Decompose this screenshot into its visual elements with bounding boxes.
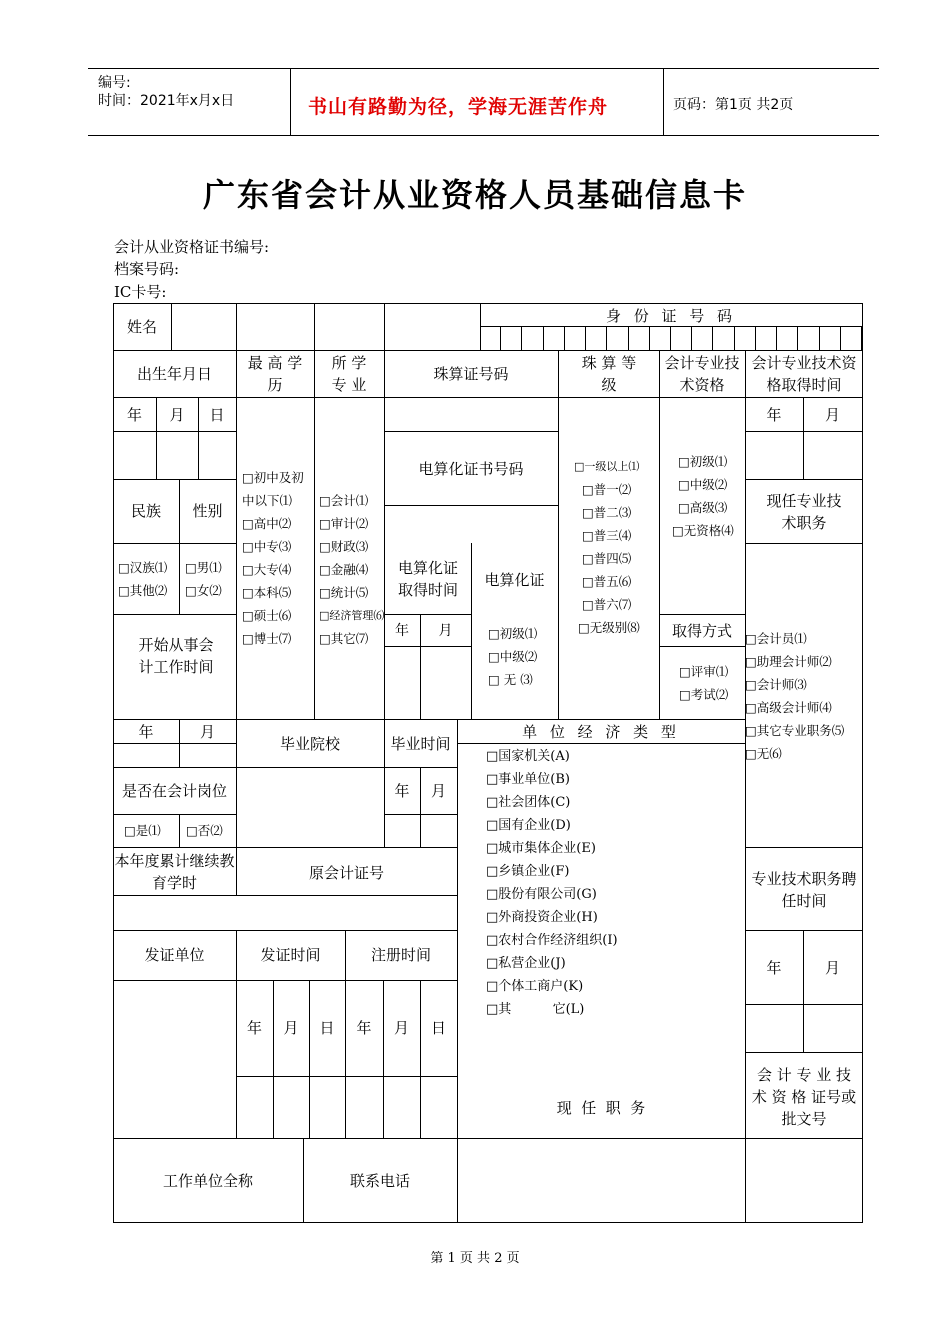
hire-year-unit: 年 [766,959,782,977]
title-option-none[interactable]: □无⑹ [745,746,782,761]
id-digit-box[interactable] [522,326,543,350]
file-number-label: 档案号码: [114,260,180,278]
major-option-audit[interactable]: □审计⑵ [319,516,369,531]
id-digit-box[interactable] [565,326,586,350]
birth-month-unit: 月 [169,406,185,424]
ethnic-option-other[interactable]: □其他⑵ [118,583,168,598]
ecomp-month-unit: 月 [438,623,453,639]
title-option-cpa[interactable]: □会计师⑶ [745,677,807,692]
qual-month-unit: 月 [824,406,840,424]
unit-option-h[interactable]: □外商投资企业(H) [486,910,598,925]
abacus-option-above-1[interactable]: □一级以上⑴ [574,460,640,473]
tech-qual-date-label: 会计专业技术资格取得时间 [751,354,857,394]
abacus-option-pu2[interactable]: □普二⑶ [582,505,632,520]
orig-cert-label: 原会计证号 [308,864,384,882]
id-digit-box[interactable] [820,326,841,350]
id-digit-box[interactable] [629,326,650,350]
ecomp-date-label: 电算化证取得时间 [397,559,458,599]
id-digit-box[interactable] [480,326,501,350]
major-option-banking[interactable]: □金融⑷ [319,562,369,577]
reg-day-unit: 日 [430,1019,446,1037]
issue-month-unit: 月 [283,1019,299,1037]
ethnic-option-han[interactable]: □汉族⑴ [118,560,168,575]
unit-option-l[interactable]: □其 它(L) [486,1002,585,1017]
edu-option-master[interactable]: □硕士⑹ [242,608,292,623]
title-hire-time-label: 专业技术职务聘任时间 [751,870,857,910]
abacus-option-pu3[interactable]: □普三⑷ [582,528,632,543]
id-digit-box[interactable] [798,326,819,350]
id-number-label: 身 份 证 号 码 [605,307,737,325]
edu-option-bachelor[interactable]: □本科⑸ [242,585,292,600]
current-post-label: 现 任 职 务 [556,1099,646,1117]
page-label: 页码：第1页 共2页 [673,97,794,113]
current-title-label: 现任专业技术职务 [766,492,842,532]
edu-option-junior[interactable]: □初中及初中以下⑴ [242,470,304,508]
ecomp-option-middle[interactable]: □中级⑵ [488,649,538,664]
hire-month-unit: 月 [824,959,840,977]
issue-year-unit: 年 [246,1019,262,1037]
in-post-label: 是否在会计岗位 [121,782,227,800]
id-digit-box[interactable] [713,326,734,350]
ecomp-year-unit: 年 [395,623,409,639]
obtain-method-label: 取得方式 [671,622,732,640]
birth-day-unit: 日 [209,406,225,424]
grad-year-unit: 年 [138,723,154,741]
education-options [242,466,314,650]
major-option-finance[interactable]: □财政⑶ [319,539,369,554]
serial-label: 编号: [98,75,131,91]
phone-label: 联系电话 [349,1172,410,1190]
gender-option-female[interactable]: □女⑵ [185,583,222,598]
start-work-label: 开始从事会计工作时间 [138,636,214,676]
obtain-option-review[interactable]: □评审⑴ [679,664,729,679]
unit-option-f[interactable]: □乡镇企业(F) [486,864,570,879]
grad-time-year-unit: 年 [394,782,410,800]
name-label: 姓名 [126,318,157,336]
cert-number-label: 会计从业资格证书编号: [114,238,270,256]
in-post-yes[interactable]: □是⑴ [124,823,161,838]
page-footer: 第 1 页 共 2 页 [430,1251,520,1266]
ecomp-number-label: 电算化证书号码 [418,460,524,478]
id-digit-box[interactable] [544,326,565,350]
ecomp-option-junior[interactable]: □初级⑴ [488,626,538,641]
motto: 书山有路勤为径，学海无涯苦作舟 [308,96,609,118]
title-option-assistant[interactable]: □助理会计师⑵ [745,654,832,669]
qual-year-unit: 年 [766,406,782,424]
unit-type-label: 单 位 经 济 类 型 [522,723,680,741]
id-digit-box[interactable] [756,326,777,350]
reg-time-label: 注册时间 [370,946,431,964]
edu-option-senior[interactable]: □高中⑵ [242,516,292,531]
abacus-option-pu6[interactable]: □普六⑺ [582,597,632,612]
gender-label: 性别 [192,502,223,520]
grad-time-month-unit: 月 [430,782,446,800]
unit-option-k[interactable]: □个体工商户(K) [486,979,584,994]
ethnic-label: 民族 [130,502,161,520]
id-digit-box[interactable] [777,326,798,350]
id-digit-box[interactable] [692,326,713,350]
page-title: 广东省会计从业资格人员基础信息卡 [202,176,747,214]
grad-month-unit: 月 [199,723,215,741]
grad-time-label: 毕业时间 [390,735,451,753]
unit-option-d[interactable]: □国有企业(D) [486,818,571,833]
id-digit-box[interactable] [650,326,671,350]
id-digit-box[interactable] [671,326,692,350]
ethnic-options [118,556,167,602]
title-option-other[interactable]: □其它专业职务⑸ [745,723,845,738]
unit-option-e[interactable]: □城市集体企业(E) [486,841,596,856]
qual-option-junior[interactable]: □初级⑴ [678,454,728,469]
abacus-number-label: 珠算证号码 [433,365,509,383]
time-label: 时间：2021年x月x日 [98,93,235,109]
issuer-label: 发证单位 [144,946,205,964]
edu-option-doctor[interactable]: □博士⑺ [242,631,292,646]
abacus-option-none[interactable]: □无级别⑻ [578,620,640,635]
id-digit-box[interactable] [607,326,628,350]
tech-qual-label: 会计专业技术资格 [664,354,740,394]
obtain-options [679,660,728,706]
cont-edu-label: 本年度累计继续教育学时 [114,852,235,892]
abacus-options [574,455,640,639]
abacus-option-pu5[interactable]: □普五⑹ [582,574,632,589]
ic-card-label: IC卡号: [114,283,167,301]
major-option-statistics[interactable]: □统计⑸ [319,585,369,600]
unit-type-options [486,745,618,1021]
edu-option-college[interactable]: □大专⑷ [242,562,292,577]
unit-option-a[interactable]: □国家机关(A) [486,749,570,764]
id-digit-box[interactable] [841,326,862,350]
birth-year-unit: 年 [126,406,142,424]
edu-option-vocational[interactable]: □中专⑶ [242,539,292,554]
id-digit-box[interactable] [735,326,756,350]
major-option-other[interactable]: □其它⑺ [319,631,369,646]
qual-option-middle[interactable]: □中级⑵ [678,477,728,492]
qual-option-none[interactable]: □无资格⑷ [672,523,734,538]
unit-option-g[interactable]: □股份有限公司(G) [486,887,597,902]
unit-option-j[interactable]: □私营企业(J) [486,956,566,971]
reg-month-unit: 月 [393,1019,409,1037]
major-option-econ-mgmt[interactable]: □经济管理⑹ [319,609,385,622]
ecomp-option-none[interactable]: □ 无 ⑶ [488,672,533,687]
title-option-senior[interactable]: □高级会计师⑷ [745,700,832,715]
major-options [319,489,384,650]
title-options [745,627,844,765]
id-digit-box[interactable] [501,326,522,350]
in-post-no[interactable]: □否⑵ [186,823,223,838]
gender-options [185,556,222,602]
unit-option-i[interactable]: □农村合作经济组织(I) [486,933,618,948]
birth-date-label: 出生年月日 [136,365,212,383]
id-digit-box[interactable] [586,326,607,350]
obtain-option-exam[interactable]: □考试⑵ [679,687,729,702]
major-label: 所 学 专 业 [331,354,367,394]
qual-cert-number-label: 会 计 专 业 技 术 资 格 证号或批文号 [751,1066,857,1128]
abacus-option-pu4[interactable]: □普四⑸ [582,551,632,566]
issue-time-label: 发证时间 [260,946,321,964]
highest-education-label: 最 高 学 历 [247,354,303,394]
abacus-option-pu1[interactable]: □普一⑵ [582,482,632,497]
major-option-accounting[interactable]: □会计⑴ [319,493,369,508]
qual-option-senior[interactable]: □高级⑶ [678,500,728,515]
reg-year-unit: 年 [356,1019,372,1037]
unit-option-b[interactable]: □事业单位(B) [486,772,570,787]
abacus-level-label: 珠 算 等 级 [581,354,637,394]
unit-option-c[interactable]: □社会团体(C) [486,795,571,810]
tech-qual-options [672,450,734,542]
issue-day-unit: 日 [319,1019,335,1037]
title-option-accountant[interactable]: □会计员⑴ [745,631,807,646]
school-label: 毕业院校 [279,735,340,753]
employer-label: 工作单位全称 [162,1172,253,1190]
ecomp-label: 电算化证 [484,571,545,589]
ecomp-options [488,622,537,691]
gender-option-male[interactable]: □男⑴ [185,560,222,575]
